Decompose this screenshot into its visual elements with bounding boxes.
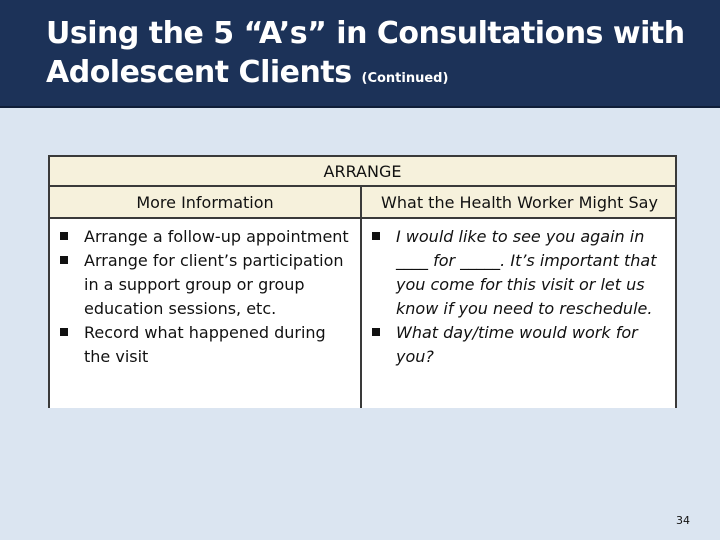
- table-header-row: [50, 187, 675, 219]
- health-worker-say-list: [368, 225, 678, 369]
- list-item-text: Arrange for client’s participation in a support group or group education sessions, etc.: [84, 251, 344, 318]
- slide-header: [0, 0, 720, 108]
- slide-title: [46, 14, 706, 98]
- table-section-title: ARRANGE: [50, 157, 675, 187]
- column-header-health-worker-say: What the Health Worker Might Say: [381, 193, 658, 212]
- list-item-text: What day/time would work for you?: [396, 323, 638, 366]
- page-number: 34: [676, 514, 690, 527]
- slide-title-text: Using the 5 “A’s” in Consultations with Adolescent Clients: [46, 16, 685, 90]
- more-information-list: [56, 225, 356, 369]
- list-item: [56, 225, 356, 249]
- square-bullet-icon: [372, 328, 380, 336]
- arrange-table: [48, 155, 677, 408]
- table-body-row: [50, 219, 675, 408]
- column-divider: [360, 187, 362, 408]
- list-item-text: I would like to see you again in ____ for _____. It’s important that you come for this visit or let us know if you need to reschedule.: [396, 227, 657, 318]
- list-item: [56, 321, 356, 369]
- list-item-text: Record what happened during the visit: [84, 323, 326, 366]
- square-bullet-icon: [60, 256, 68, 264]
- square-bullet-icon: [372, 232, 380, 240]
- list-item-text: Arrange a follow-up appointment: [84, 227, 349, 246]
- square-bullet-icon: [60, 232, 68, 240]
- list-item: [368, 321, 678, 369]
- slide-title-suffix: (Continued): [361, 71, 449, 86]
- list-item: [56, 249, 356, 321]
- square-bullet-icon: [60, 328, 68, 336]
- column-header-more-information: More Information: [136, 193, 274, 212]
- list-item: [368, 225, 678, 321]
